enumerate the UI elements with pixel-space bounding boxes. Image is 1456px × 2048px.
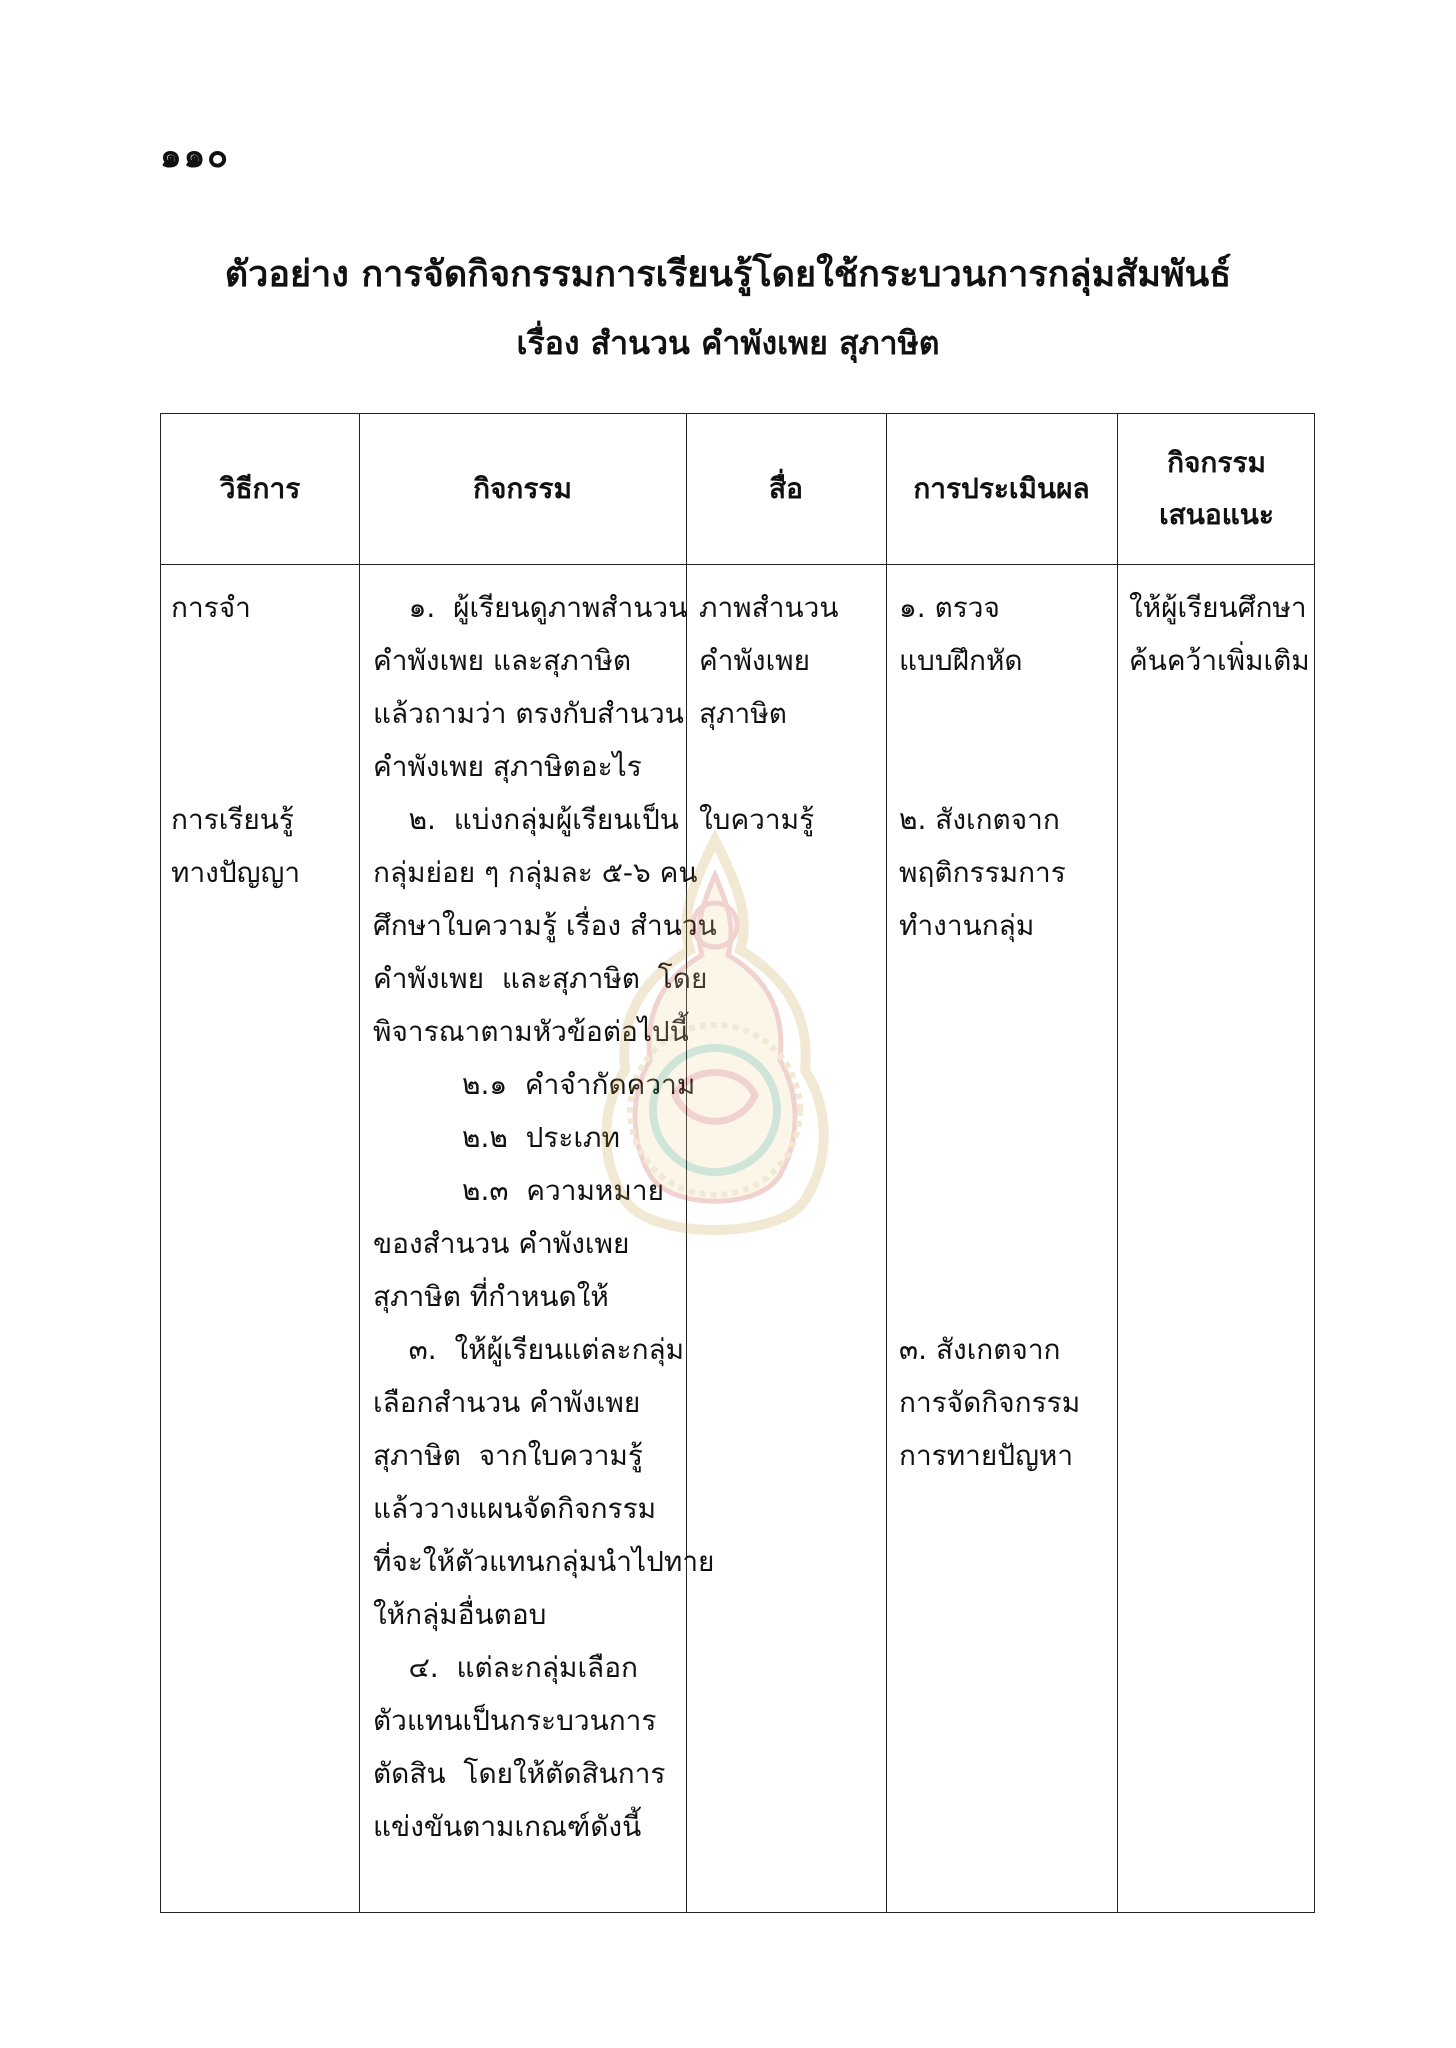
activity-line: เลือกสำนวน คำพังเพย <box>373 1386 641 1419</box>
activity-line: ของสำนวน คำพังเพย <box>373 1227 630 1260</box>
activity-line: ๒.๑ คำจำกัดความ <box>373 1068 696 1101</box>
method-learning-line2: ทางปัญญา <box>171 856 301 889</box>
suggested-line: ค้นคว้าเพิ่มเติม <box>1129 644 1310 677</box>
activity-line: คำพังเพย สุภาษิตอะไร <box>373 750 642 783</box>
activity-line: คำพังเพย และสุภาษิต <box>373 644 632 677</box>
activity-line: ๒.๒ ประเภท <box>373 1121 620 1154</box>
activity-line: แล้วถามว่า ตรงกับสำนวน <box>373 697 684 730</box>
media-cell <box>699 581 838 846</box>
activity-line: ๒. แบ่งกลุ่มผู้เรียนเป็น <box>373 803 679 836</box>
media-line: ใบความรู้ <box>699 803 815 836</box>
activity-line: สุภาษิต ที่กำหนดให้ <box>373 1280 609 1313</box>
activity-line: ตัดสิน โดยให้ตัดสินการ <box>373 1757 666 1790</box>
column-divider <box>1117 414 1118 1912</box>
activity-line: ตัวแทนเป็นกระบวนการ <box>373 1704 657 1737</box>
activity-line: ๔. แต่ละกลุ่มเลือก <box>373 1651 638 1684</box>
method-learning-line1: การเรียนรู้ <box>171 803 294 836</box>
header-method: วิธีการ <box>219 472 301 505</box>
document-title: ตัวอย่าง การจัดกิจกรรมการเรียนรู้โดยใช้กระบวนการกลุ่มสัมพันธ์ <box>224 254 1232 295</box>
activity-line: ๑. ผู้เรียนดูภาพสำนวน <box>373 591 688 624</box>
activity-line: ที่จะให้ตัวแทนกลุ่มนำไปทาย <box>373 1545 715 1578</box>
activity-line: คำพังเพย และสุภาษิต โดย <box>373 962 708 995</box>
activity-line: ๓. ให้ผู้เรียนแต่ละกลุ่ม <box>373 1333 685 1366</box>
header-divider <box>161 564 1314 565</box>
header-activity: กิจกรรม <box>473 472 572 505</box>
activity-line: พิจารณาตามหัวข้อต่อไปนี้ <box>373 1015 689 1048</box>
activity-cell <box>373 581 717 1853</box>
media-line: คำพังเพย <box>699 644 811 677</box>
column-divider <box>359 414 360 1912</box>
activity-line: ๒.๓ ความหมาย <box>373 1174 664 1207</box>
evaluation-line: ทำงานกลุ่ม <box>899 909 1035 942</box>
activity-line: ศึกษาใบความรู้ เรื่อง สำนวน <box>373 909 717 942</box>
method-cell <box>171 581 300 899</box>
activity-line: แข่งขันตามเกณฑ์ดังนี้ <box>373 1810 642 1843</box>
evaluation-line: การทายปัญหา <box>899 1439 1074 1472</box>
activity-line: กลุ่มย่อย ๆ กลุ่มละ ๕-๖ คน <box>373 856 698 889</box>
column-divider <box>886 414 887 1912</box>
evaluation-line: ๓. สังเกตจาก <box>899 1333 1061 1366</box>
evaluation-line: ๒. สังเกตจาก <box>899 803 1060 836</box>
activity-table <box>160 413 1315 1913</box>
suggested-line: ให้ผู้เรียนศึกษา <box>1129 591 1307 624</box>
evaluation-line: ๑. ตรวจ <box>899 591 1000 624</box>
header-suggested: กิจกรรม เสนอแนะ <box>1159 446 1274 531</box>
evaluation-line: แบบฝึกหัด <box>899 644 1023 677</box>
evaluation-line: พฤติกรรมการ <box>899 856 1066 889</box>
method-memorize: การจำ <box>171 591 251 624</box>
activity-line: แล้ววางแผนจัดกิจกรรม <box>373 1492 657 1525</box>
evaluation-cell <box>899 581 1080 1482</box>
evaluation-line: การจัดกิจกรรม <box>899 1386 1081 1419</box>
suggested-cell <box>1129 581 1310 687</box>
document-subtitle: เรื่อง สำนวน คำพังเพย สุภาษิต <box>516 324 940 362</box>
activity-line: ให้กลุ่มอื่นตอบ <box>373 1598 547 1631</box>
header-evaluation: การประเมินผล <box>913 472 1090 505</box>
media-line: สุภาษิต <box>699 697 787 730</box>
page-number: ๑๑๐ <box>160 136 230 176</box>
media-line: ภาพสำนวน <box>699 591 839 624</box>
header-media: สื่อ <box>769 472 803 505</box>
activity-line: สุภาษิต จากใบความรู้ <box>373 1439 643 1472</box>
